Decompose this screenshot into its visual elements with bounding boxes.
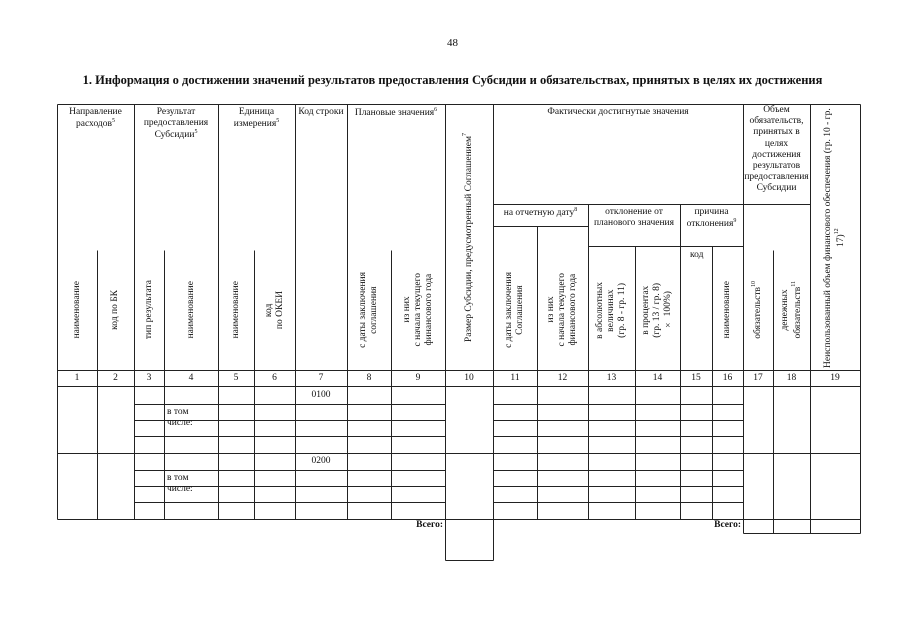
col-num: 15 (691, 373, 701, 384)
col-num: 19 (830, 373, 840, 384)
total-label: Всего: (714, 520, 741, 530)
in-that-number-label: в том числе: (167, 407, 193, 429)
line-code-0200: 0200 (311, 455, 331, 466)
header-direction: Направление расходов$^5$ (69, 107, 122, 130)
header-subsidy-size: Размер Субсидии, предусмотренный Соглашением$^7$ (462, 133, 475, 343)
subheader-col-1: наименование (71, 281, 82, 339)
subheader-col-13: в абсолютных величинах (гр. 8 - гр. 11) (595, 281, 627, 339)
header-at-report-date: на отчетную дату$^8$ (503, 207, 578, 219)
header-unit: Единица измерения$^5$ (233, 107, 280, 130)
col-num: 14 (652, 373, 663, 384)
subheader-col-9: из них с начала текущего финансового года (401, 273, 434, 347)
col-num: 11 (510, 373, 520, 384)
subheader-col-17: обязательств$^{10}$ (751, 281, 764, 339)
header-actual: Фактически достигнутые значения (547, 107, 689, 117)
subheader-col-14: в процентах (гр. 13 / гр. 8) × 100%) (641, 282, 673, 338)
col-num: 18 (786, 373, 797, 384)
total-label: Всего: (416, 520, 443, 530)
header-result: Результат предоставления Субсидии$^5$ (143, 107, 209, 141)
section-title: 1. Информация о достижении значений результатов предоставления Субсидии и обязательствах, принятых в целях их достижения (82, 73, 823, 87)
subheader-col-8: с даты заключения соглашения (358, 272, 379, 348)
col-num: 13 (606, 373, 617, 384)
subheader-col-2: код по БК (110, 290, 121, 330)
col-num: 9 (415, 373, 421, 384)
subheader-col-16: наименование (722, 281, 733, 339)
subheader-col-3: тип результата (143, 280, 154, 340)
header-planned: Плановые значения$^6$ (354, 107, 438, 119)
header-reason-code: код (690, 250, 704, 260)
col-num: 4 (188, 373, 194, 384)
header-unused-volume: Неиспользованный объем финансового обеспечения (гр. 10 - гр. 17)$^{12}$ (823, 108, 847, 368)
col-num: 10 (464, 373, 474, 384)
subheader-col-12: из них с начала текущего финансового года (546, 273, 578, 347)
col-num: 16 (722, 373, 733, 384)
subheader-col-5: наименование (230, 281, 241, 339)
col-num: 3 (146, 373, 152, 384)
col-num: 6 (272, 373, 277, 384)
in-that-number-label: в том числе: (167, 473, 193, 495)
col-num: 7 (318, 373, 324, 384)
col-num: 12 (557, 373, 568, 384)
col-num: 5 (233, 373, 239, 384)
line-code-0100: 0100 (311, 389, 331, 400)
header-obligations-volume: Объем обязательств, принятых в целях достижения результатов предоставления Субсидии (744, 105, 809, 194)
col-num: 8 (366, 373, 372, 384)
header-deviation-reason: причина отклонения$^9$ (686, 207, 737, 230)
col-num: 2 (113, 373, 118, 384)
header-deviation: отклонение от планового значения (593, 207, 675, 229)
subheader-col-4: наименование (185, 281, 196, 339)
header-line-code: Код строки (298, 107, 344, 117)
subheader-col-11: с даты заключения Соглашения (504, 272, 525, 348)
col-num: 1 (74, 373, 80, 384)
col-num: 17 (753, 373, 763, 384)
subheader-col-6: код по ОКЕИ (263, 290, 285, 330)
page-number: 48 (447, 37, 458, 49)
subheader-col-18: денежных обязательств$^{11}$ (779, 281, 803, 339)
